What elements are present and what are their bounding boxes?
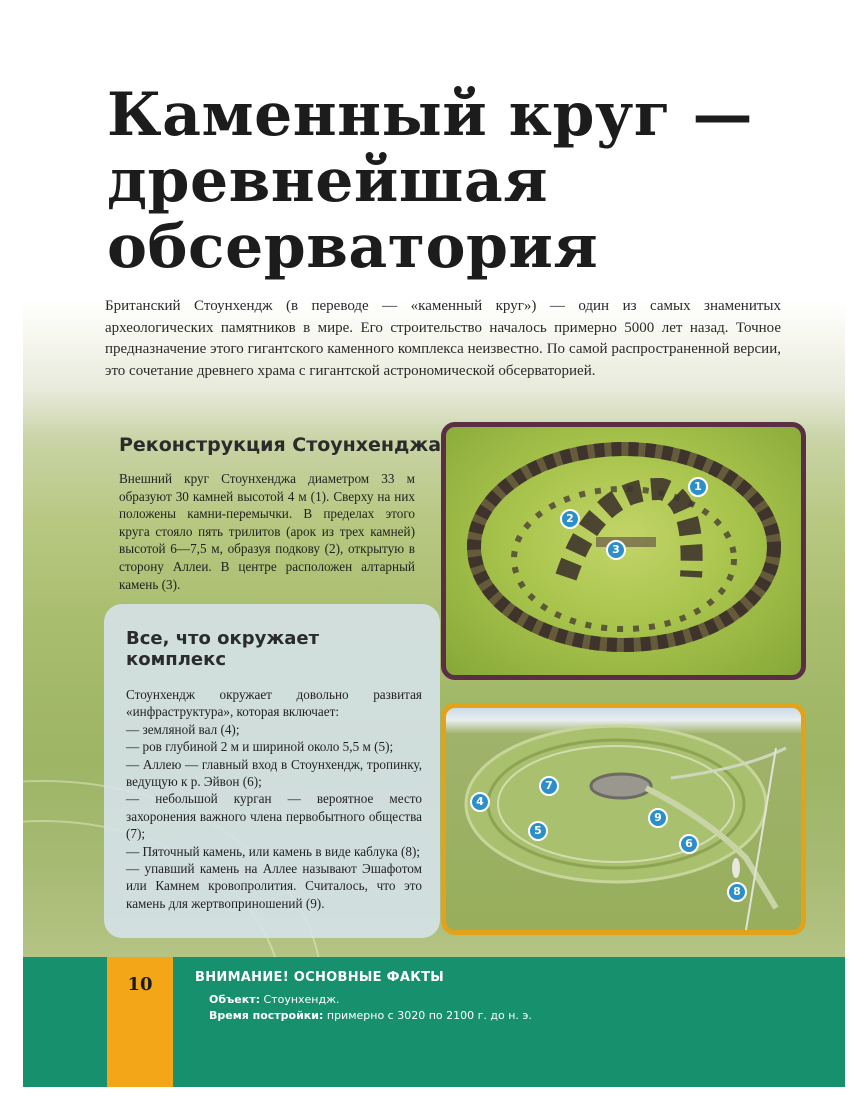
marker-4: 4 — [470, 792, 490, 812]
environment-item: — Пяточный камень, или камень в виде каблука (8); — [126, 843, 421, 859]
environment-intro: Стоунхендж окружает довольно развитая «инфраструктура», которая включает: — [126, 687, 422, 720]
environment-item: — Аллею — главный вход в Стоунхендж, тропинку, ведущую к р. Эйвон (6); — [126, 756, 422, 790]
environment-box — [104, 604, 440, 938]
fact-object-label: Объект: — [209, 993, 260, 1006]
reconstruction-heading: Реконструкция Стоунхенджа — [119, 434, 442, 456]
environment-heading: Все, что окружает комплекс — [126, 628, 320, 670]
marker-6: 6 — [679, 834, 699, 854]
environment-item: — земляной вал (4); — [126, 721, 240, 737]
environment-item: — ров глубиной 2 м и шириной около 5,5 м (5); — [126, 739, 394, 755]
fact-time — [209, 1009, 532, 1022]
fact-time-value: примерно с 3020 по 2100 г. до н. э. — [326, 1009, 532, 1022]
title-line-1: Каменный круг — — [107, 80, 753, 150]
marker-9: 9 — [648, 808, 668, 828]
marker-7: 7 — [539, 776, 559, 796]
fact-object-value: Стоунхендж. — [263, 993, 340, 1006]
page-number-tab — [107, 957, 173, 1087]
environment-item: — небольшой курган — вероятное место захоронения важного члена первобытного общества (7); — [126, 791, 422, 842]
book-page — [23, 0, 845, 1087]
marker-2: 2 — [560, 509, 580, 529]
intro-paragraph: Британский Стоунхендж (в переводе — «каменный круг») — один из самых знаменитых археологических памятников в мире. Его строительство началось примерно 5000 лет назад. Точное предназначение этого гигантского каменного комплекса неизвестно. По самой распространенной версии, это сочетание древнего храма с гигантской астрономической обсерваторией. — [105, 298, 781, 379]
title-line-3: обсерватория — [107, 212, 599, 282]
reconstruction-text: Внешний круг Стоунхенджа диаметром 33 м образуют 30 камней высотой 4 м (1). Сверху на них положены камни-перемычки. В пределах этого круга стояло пять трилитов (арок из трех камней) высотой 6—7,5 м, образуя подкову (2), открытую в сторону Аллеи. В центре расположен алтарный камень (3). — [119, 471, 415, 592]
marker-5: 5 — [528, 821, 548, 841]
environment-item: — упавший камень на Аллее называют Эшафотом или Камнем кровопролития. Считалось, что это камень для жертвоприношений (9). — [126, 861, 422, 911]
title-line-2: древнейшая — [107, 146, 549, 216]
surroundings-photo — [441, 703, 806, 935]
reconstruction-photo — [441, 422, 806, 680]
page-title — [107, 82, 807, 280]
fact-time-label: Время постройки: — [209, 1009, 324, 1022]
page-number: 10 — [127, 974, 153, 995]
facts-heading: ВНИМАНИЕ! ОСНОВНЫЕ ФАКТЫ — [195, 970, 445, 985]
facts-footer — [23, 957, 845, 1087]
marker-8: 8 — [727, 882, 747, 902]
marker-1: 1 — [688, 477, 708, 497]
site-aerial-illustration — [446, 708, 801, 930]
marker-3: 3 — [606, 540, 626, 560]
fact-object — [209, 993, 340, 1006]
